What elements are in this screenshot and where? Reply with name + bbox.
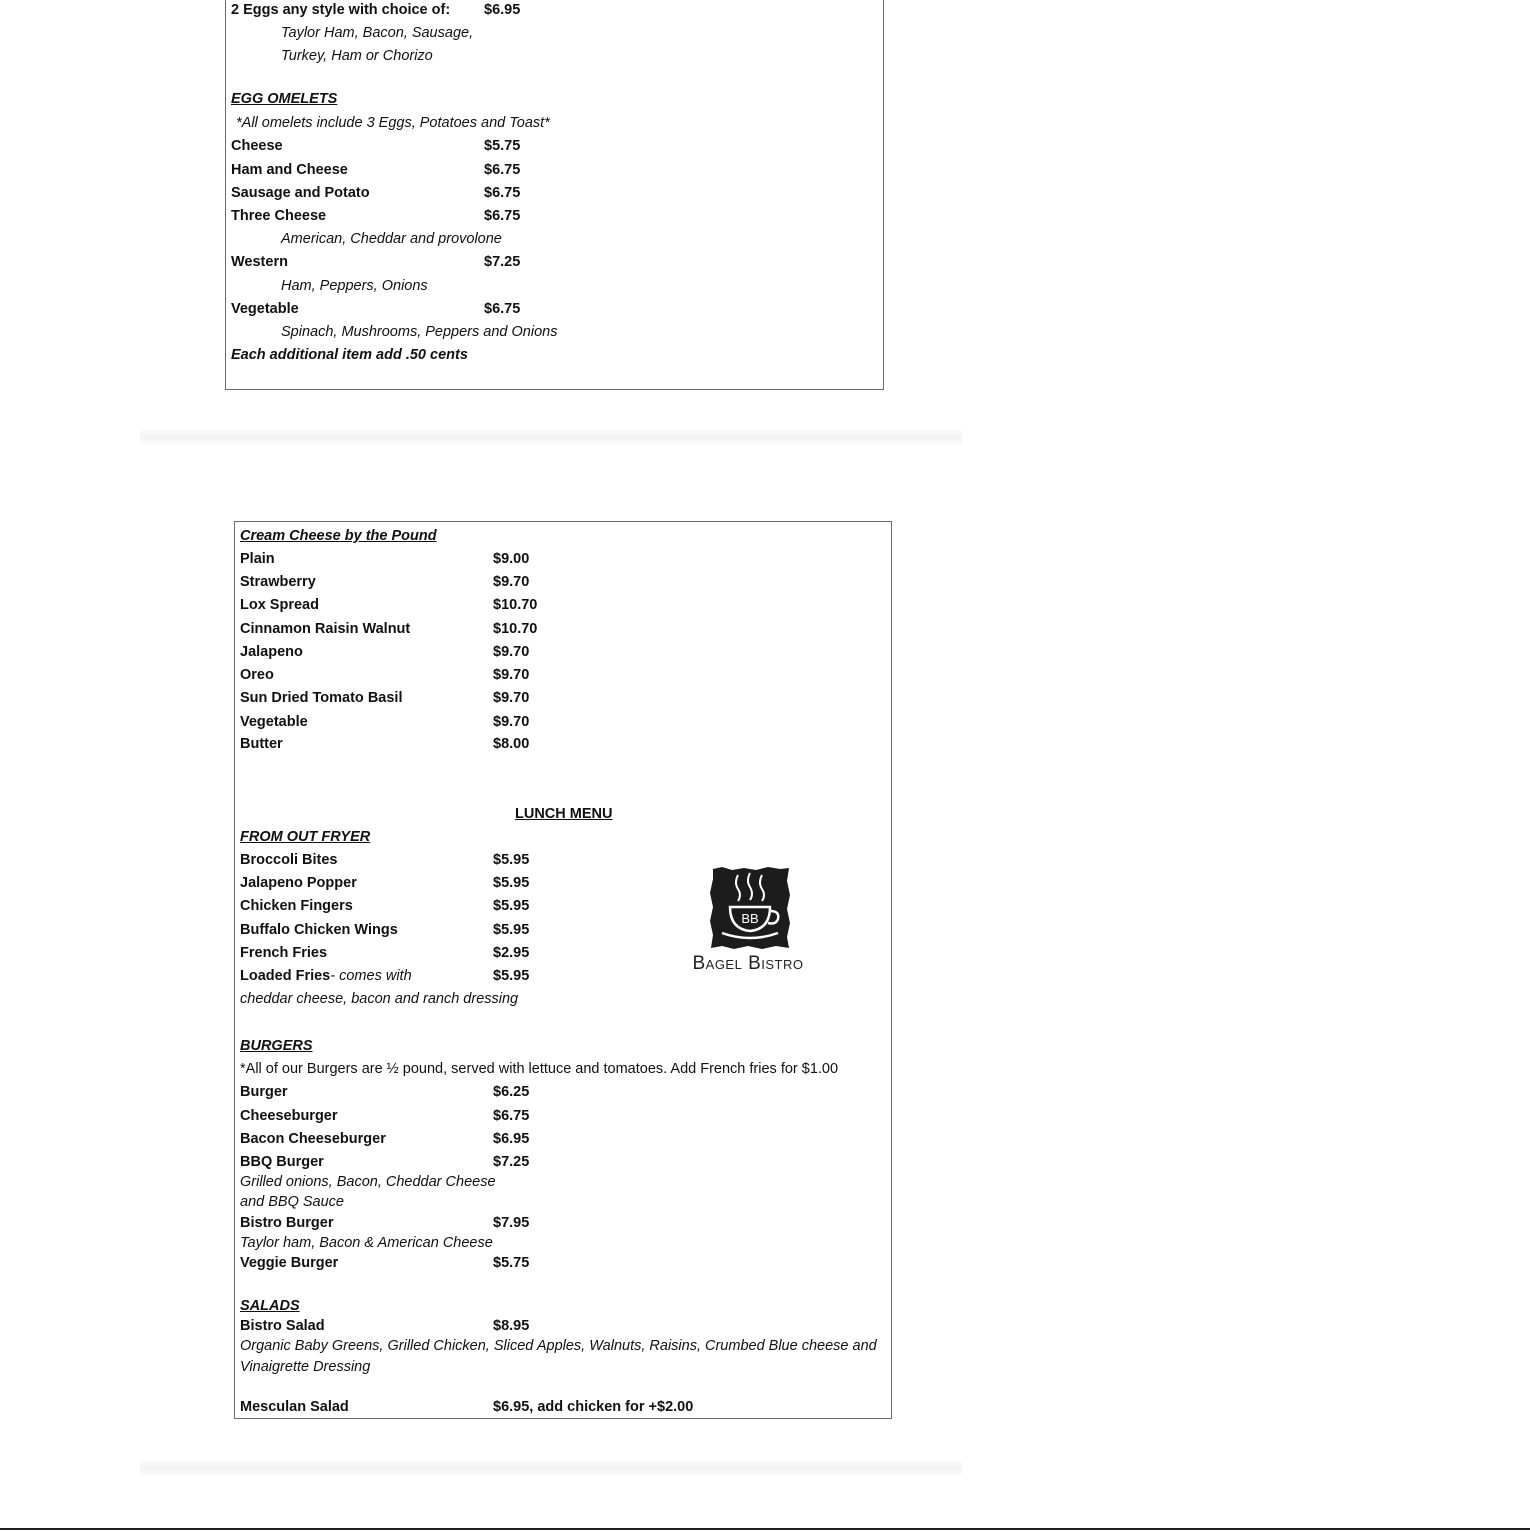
item-name: Mesculan Salad xyxy=(240,1399,349,1415)
item-name: Burger xyxy=(240,1084,288,1100)
item-price: $9.70 xyxy=(493,690,530,706)
menu-item xyxy=(231,0,521,20)
item-price: $6.25 xyxy=(493,1084,530,1100)
page-separator xyxy=(140,1461,962,1475)
item-price: $7.95 xyxy=(493,1215,530,1231)
menu-item xyxy=(240,1106,530,1126)
menu-item xyxy=(240,619,538,639)
logo-monogram: BB xyxy=(741,911,759,926)
menu-item xyxy=(240,1397,694,1417)
item-name: Plain xyxy=(240,551,275,567)
menu-item xyxy=(240,1316,530,1336)
item-price: $10.70 xyxy=(493,597,538,613)
item-name: Cheeseburger xyxy=(240,1108,338,1124)
item-price: $7.25 xyxy=(484,254,521,270)
menu-item xyxy=(240,943,530,963)
menu-item xyxy=(240,1129,530,1149)
section-heading: FROM OUT FRYER xyxy=(240,829,371,845)
item-name: 2 Eggs any style with choice of: xyxy=(231,2,451,18)
menu-item xyxy=(240,896,530,916)
menu-item xyxy=(240,712,530,732)
item-description: Spinach, Mushrooms, Peppers and Onions xyxy=(281,324,558,340)
lunch-menu-title: LUNCH MENU xyxy=(515,806,613,822)
item-name: Western xyxy=(231,254,288,270)
item-price: $6.75 xyxy=(484,162,521,178)
menu-item xyxy=(231,252,521,272)
item-name: Veggie Burger xyxy=(240,1255,339,1271)
item-price: $5.95 xyxy=(493,922,530,938)
section-note: *All omelets include 3 Eggs, Potatoes and Toast* xyxy=(236,115,550,131)
logo-wordmark: Bagel Bistro xyxy=(692,953,804,974)
menu-item xyxy=(240,1213,530,1233)
item-description: Grilled onions, Bacon, Cheddar Cheese xyxy=(240,1174,496,1190)
item-name: BBQ Burger xyxy=(240,1154,324,1170)
menu-item xyxy=(240,850,530,870)
item-name: Chicken Fingers xyxy=(240,898,353,914)
item-name: Bistro Burger xyxy=(240,1215,334,1231)
item-name: Sun Dried Tomato Basil xyxy=(240,690,403,706)
item-name: Ham and Cheese xyxy=(231,162,348,178)
item-name: Broccoli Bites xyxy=(240,852,338,868)
item-price: $5.75 xyxy=(484,138,521,154)
menu-item xyxy=(240,873,530,893)
menu-item xyxy=(240,549,530,569)
menu-item xyxy=(231,183,521,203)
item-price: $6.75 xyxy=(484,185,521,201)
bottom-rule xyxy=(0,1528,1530,1530)
item-price: $5.95 xyxy=(493,968,530,984)
menu-item xyxy=(240,1253,530,1273)
item-price: $9.70 xyxy=(493,574,530,590)
menu-item xyxy=(240,642,530,662)
item-price: $6.75 xyxy=(484,208,521,224)
item-name: Vegetable xyxy=(240,714,308,730)
item-price: $2.95 xyxy=(493,945,530,961)
item-name: Buffalo Chicken Wings xyxy=(240,922,398,938)
section-note: *All of our Burgers are ½ pound, served with lettuce and tomatoes. Add French fries for $1.00 xyxy=(240,1061,839,1077)
item-price: $9.00 xyxy=(493,551,530,567)
item-name: Cinnamon Raisin Walnut xyxy=(240,621,411,637)
item-description: Organic Baby Greens, Grilled Chicken, Sliced Apples, Walnuts, Raisins, Crumbed Blue cheese and xyxy=(240,1338,877,1354)
section-heading: SALADS xyxy=(240,1298,300,1314)
item-price: $9.70 xyxy=(493,644,530,660)
item-price: $9.70 xyxy=(493,667,530,683)
breakfast-menu-box xyxy=(225,0,884,390)
item-description: Taylor ham, Bacon & American Cheese xyxy=(240,1235,493,1251)
menu-item xyxy=(240,688,530,708)
item-price: $10.70 xyxy=(493,621,538,637)
item-name: Bacon Cheeseburger xyxy=(240,1131,386,1147)
item-name: Sausage and Potato xyxy=(231,185,370,201)
item-name: Bistro Salad xyxy=(240,1318,325,1334)
item-description: cheddar cheese, bacon and ranch dressing xyxy=(240,991,519,1007)
menu-item xyxy=(231,136,521,156)
item-price: $6.95 xyxy=(493,1131,530,1147)
item-name: French Fries xyxy=(240,945,328,961)
page-separator xyxy=(140,430,962,444)
item-name: Jalapeno Popper xyxy=(240,875,357,891)
item-price: $5.75 xyxy=(493,1255,530,1271)
item-description: Vinaigrette Dressing xyxy=(240,1359,371,1375)
item-description: Turkey, Ham or Chorizo xyxy=(281,48,433,64)
item-price: $6.95 xyxy=(484,2,521,18)
additional-note: Each additional item add .50 cents xyxy=(231,347,468,363)
item-price: $9.70 xyxy=(493,714,530,730)
item-price: $5.95 xyxy=(493,852,530,868)
menu-item xyxy=(240,595,538,615)
item-name: Jalapeno xyxy=(240,644,303,660)
menu-item xyxy=(240,734,530,754)
item-price: $5.95 xyxy=(493,898,530,914)
menu-item xyxy=(231,206,521,226)
item-description: Ham, Peppers, Onions xyxy=(281,278,428,294)
item-description: Taylor Ham, Bacon, Sausage, xyxy=(281,25,474,41)
item-name: Strawberry xyxy=(240,574,316,590)
item-description: American, Cheddar and provolone xyxy=(281,231,502,247)
lunch-menu-box xyxy=(234,521,892,1419)
menu-item xyxy=(240,572,530,592)
item-price: $8.00 xyxy=(493,736,530,752)
item-name: Butter xyxy=(240,736,283,752)
item-name: Lox Spread xyxy=(240,597,319,613)
section-heading: Cream Cheese by the Pound xyxy=(240,528,437,544)
menu-item xyxy=(240,665,530,685)
section-heading: EGG OMELETS xyxy=(231,91,338,107)
item-name-suffix: - comes with xyxy=(330,968,412,984)
menu-item xyxy=(240,966,530,986)
item-name: Oreo xyxy=(240,667,274,683)
coffee-cup-icon xyxy=(710,867,790,949)
item-name: Three Cheese xyxy=(231,208,327,224)
item-price: $8.95 xyxy=(493,1318,530,1334)
item-price: $7.25 xyxy=(493,1154,530,1170)
menu-item xyxy=(240,1152,530,1172)
item-price: $6.75 xyxy=(484,301,521,317)
menu-item xyxy=(240,920,530,940)
menu-item xyxy=(240,1082,530,1102)
section-heading: BURGERS xyxy=(240,1038,313,1054)
item-name: Vegetable xyxy=(231,301,299,317)
bagel-bistro-logo xyxy=(664,867,832,982)
item-price: $6.75 xyxy=(493,1108,530,1124)
item-name: Loaded Fries xyxy=(240,968,331,984)
menu-item xyxy=(231,299,521,319)
menu-item xyxy=(231,160,521,180)
item-price: $6.95, add chicken for +$2.00 xyxy=(493,1399,694,1415)
item-description: and BBQ Sauce xyxy=(240,1194,344,1210)
item-name: Cheese xyxy=(231,138,283,154)
item-price: $5.95 xyxy=(493,875,530,891)
